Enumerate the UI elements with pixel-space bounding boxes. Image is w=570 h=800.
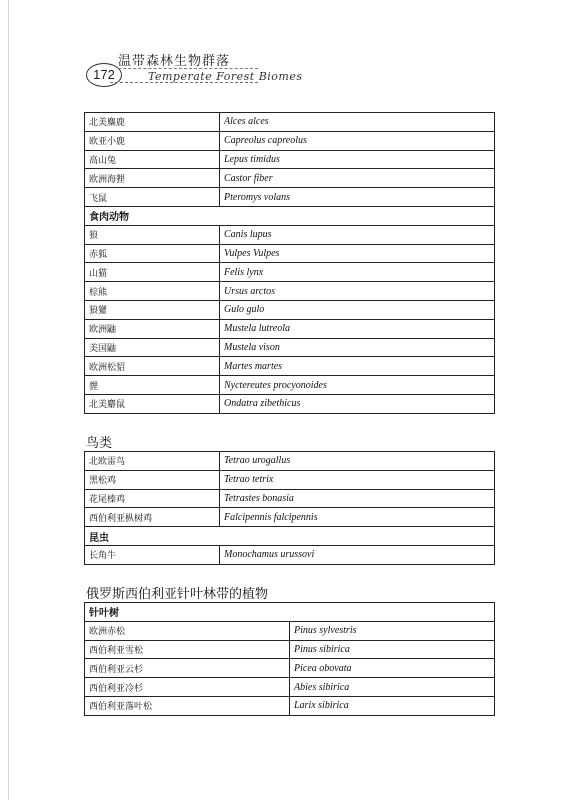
common-name-cell: 长角牛 (85, 545, 220, 564)
section-heading-birds: 鸟类 (86, 436, 113, 451)
page-number: 172 (86, 63, 122, 87)
birds-insects-table (84, 451, 495, 565)
common-name-cell: 欧洲鼬 (85, 319, 220, 338)
common-name-cell: 西伯利亚雪松 (85, 640, 290, 659)
species-row (85, 263, 495, 282)
scientific-name-cell: Gulo gulo (220, 300, 495, 319)
scientific-name-cell: Alces alces (220, 113, 495, 132)
common-name-cell: 狼獾 (85, 300, 220, 319)
group-header-row (85, 206, 495, 225)
scientific-name-cell: Felis lynx (220, 263, 495, 282)
species-row (85, 282, 495, 301)
species-row (85, 470, 495, 489)
scientific-name-cell: Tetrao urogallus (220, 452, 495, 471)
page-header (0, 0, 570, 100)
scientific-name-cell: Picea obovata (290, 659, 495, 678)
common-name-cell: 西伯利亚枞树鸡 (85, 508, 220, 527)
group-label: 食肉动物 (85, 206, 495, 225)
species-row (85, 357, 495, 376)
common-name-cell: 欧亚小鹿 (85, 131, 220, 150)
common-name-cell: 欧洲赤松 (85, 621, 290, 640)
species-row (85, 225, 495, 244)
scientific-name-cell: Capreolus capreolus (220, 131, 495, 150)
group-header-row (85, 603, 495, 622)
scientific-name-cell: Ursus arctos (220, 282, 495, 301)
common-name-cell: 黑松鸡 (85, 470, 220, 489)
common-name-cell: 欧洲松貂 (85, 357, 220, 376)
species-row (85, 621, 495, 640)
group-label: 针叶树 (85, 603, 495, 622)
header-divider-top (118, 68, 258, 69)
common-name-cell: 赤狐 (85, 244, 220, 263)
scientific-name-cell: Canis lupus (220, 225, 495, 244)
common-name-cell: 西伯利亚云杉 (85, 659, 290, 678)
header-divider-bottom (110, 82, 258, 83)
species-row (85, 659, 495, 678)
page-spine-line (8, 0, 9, 800)
species-row (85, 545, 495, 564)
common-name-cell: 北美麝鼠 (85, 394, 220, 413)
common-name-cell: 欧洲海狸 (85, 169, 220, 188)
species-row (85, 696, 495, 715)
section-heading-plants: 俄罗斯西伯利亚针叶林带的植物 (86, 587, 269, 602)
common-name-cell: 花尾榛鸡 (85, 489, 220, 508)
scientific-name-cell: Falcipennis falcipennis (220, 508, 495, 527)
species-row (85, 169, 495, 188)
scientific-name-cell: Pteromys volans (220, 188, 495, 207)
scientific-name-cell: Pinus sylvestris (290, 621, 495, 640)
common-name-cell: 狼 (85, 225, 220, 244)
group-label: 昆虫 (85, 527, 495, 546)
species-row (85, 338, 495, 357)
scientific-name-cell: Nyctereutes procyonoides (220, 376, 495, 395)
scientific-name-cell: Abies sibirica (290, 678, 495, 697)
book-title-english: Temperate Forest Biomes (148, 70, 303, 83)
scientific-name-cell: Tetrastes bonasia (220, 489, 495, 508)
species-row (85, 376, 495, 395)
plants-table (84, 602, 495, 716)
common-name-cell: 棕熊 (85, 282, 220, 301)
common-name-cell: 飞鼠 (85, 188, 220, 207)
common-name-cell: 高山兔 (85, 150, 220, 169)
species-row (85, 319, 495, 338)
scientific-name-cell: Martes martes (220, 357, 495, 376)
common-name-cell: 北欧雷鸟 (85, 452, 220, 471)
species-row (85, 678, 495, 697)
common-name-cell: 西伯利亚落叶松 (85, 696, 290, 715)
species-row (85, 452, 495, 471)
common-name-cell: 貍 (85, 376, 220, 395)
species-row (85, 300, 495, 319)
scientific-name-cell: Larix sibirica (290, 696, 495, 715)
species-row (85, 188, 495, 207)
scientific-name-cell: Monochamus urussovi (220, 545, 495, 564)
species-row (85, 508, 495, 527)
common-name-cell: 山猫 (85, 263, 220, 282)
species-row (85, 244, 495, 263)
species-row (85, 131, 495, 150)
group-header-row (85, 527, 495, 546)
scientific-name-cell: Ondatra zibethicus (220, 394, 495, 413)
common-name-cell: 西伯利亚冷杉 (85, 678, 290, 697)
scientific-name-cell: Castor fiber (220, 169, 495, 188)
scientific-name-cell: Pinus sibirica (290, 640, 495, 659)
common-name-cell: 美国鼬 (85, 338, 220, 357)
species-row (85, 150, 495, 169)
scientific-name-cell: Lepus timidus (220, 150, 495, 169)
species-row (85, 113, 495, 132)
scientific-name-cell: Vulpes Vulpes (220, 244, 495, 263)
common-name-cell: 北美麋鹿 (85, 113, 220, 132)
book-title-chinese: 温带森林生物群落 (118, 54, 231, 69)
scientific-name-cell: Mustela lutreola (220, 319, 495, 338)
species-row (85, 489, 495, 508)
scientific-name-cell: Mustela vison (220, 338, 495, 357)
species-row (85, 640, 495, 659)
species-row (85, 394, 495, 413)
scientific-name-cell: Tetrao tetrix (220, 470, 495, 489)
mammals-table (84, 112, 495, 414)
